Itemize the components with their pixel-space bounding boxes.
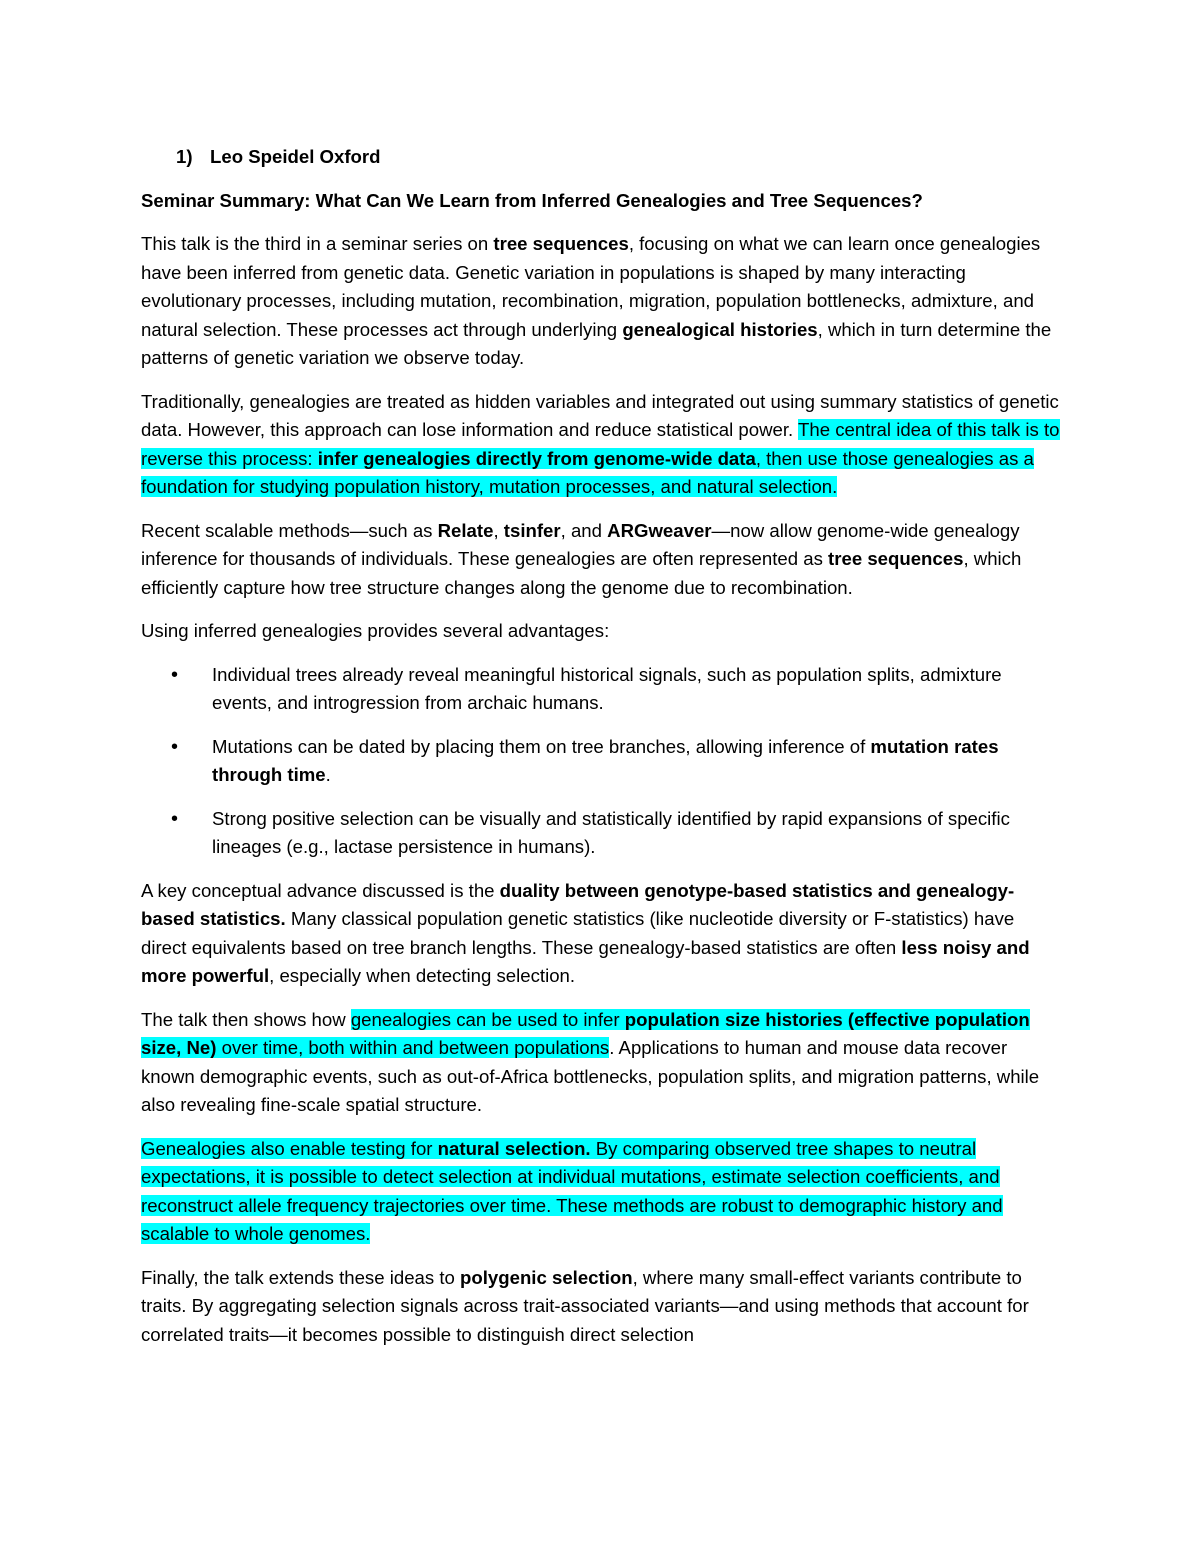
bold-term: tree sequences <box>493 233 629 254</box>
paragraph-methods <box>141 517 1061 603</box>
list-item <box>141 733 1061 790</box>
bold-term: infer genealogies directly from genome-wide data <box>317 447 756 469</box>
heading-text: Leo Speidel Oxford <box>210 146 381 167</box>
heading-number: 1) <box>176 146 193 167</box>
bold-term: Relate <box>437 519 494 541</box>
text-run: Recent scalable methods—such as <box>141 519 438 541</box>
document-title: Seminar Summary: What Can We Learn from Inferred Genealogies and Tree Sequences? <box>141 189 923 211</box>
paragraph-natural-selection <box>141 1135 1061 1249</box>
text-run: Finally, the talk extends these ideas to <box>141 1266 461 1288</box>
bold-term: population size histories (effective population size, Ne) <box>141 1008 1030 1058</box>
text-run: Strong positive selection can be visually and statistically identified by rapid expansions of specific lineages (e.g., lactase persistence in humans). <box>212 807 1010 857</box>
bold-term: ARGweaver <box>607 519 712 541</box>
text-run: This talk is the third in a seminar series on <box>141 233 494 254</box>
text-run: The talk then shows how <box>141 1008 351 1030</box>
text-run: —now allow genome-wide genealogy inference for thousands of individuals. These genealogies are often represented as <box>141 519 1020 569</box>
text-run: The central idea of this talk is to reverse this process: <box>141 419 1060 469</box>
document-body <box>141 143 1061 1364</box>
text-run: genealogies can be used to infer <box>350 1008 625 1030</box>
text-run: By comparing observed tree shapes to neutral expectations, it is possible to detect selection at individual mutations, estimate selection coefficients, and reconstruct allele frequency trajectories over time. These methods are robust to demographic history and scalable to whole genomes. <box>141 1137 1003 1244</box>
highlighted-text <box>141 1138 1003 1245</box>
paragraph-advantages-lead: Using inferred genealogies provides several advantages: <box>141 620 610 641</box>
text-run: , <box>493 519 504 541</box>
text-run: Individual trees already reveal meaningful historical signals, such as population splits, admixture events, and introgression from archaic humans. <box>212 663 1002 713</box>
section-heading <box>141 143 1061 172</box>
advantages-list <box>141 661 1061 862</box>
text-run: A key conceptual advance discussed is the <box>141 879 500 901</box>
text-run: , which in turn determine the patterns of genetic variation we observe today. <box>141 318 1052 368</box>
paragraph-duality <box>141 877 1061 991</box>
text-run: , especially when detecting selection. <box>269 965 576 986</box>
text-run: , which efficiently capture how tree structure changes along the genome due to recombination. <box>141 548 1022 598</box>
list-item <box>141 805 1061 862</box>
bold-term: mutation rates through time <box>212 735 999 785</box>
bold-term: less noisy and more powerful <box>141 936 1030 986</box>
paragraph-intro <box>141 230 1061 373</box>
bold-term: tsinfer <box>503 519 561 541</box>
text-run: . Applications to human and mouse data recover known demographic events, such as out-of-Africa bottlenecks, population splits, and migration patterns, while also revealing fine-scale spatial structure. <box>141 1037 1040 1115</box>
text-run: , where many small-effect variants contribute to traits. By aggregating selection signals across trait-associated variants—and using methods that account for correlated traits—it becomes possible to distinguish direct selection <box>141 1266 1029 1345</box>
text-run: Mutations can be dated by placing them on tree branches, allowing inference of <box>212 735 871 757</box>
paragraph-polygenic <box>141 1264 1061 1350</box>
paragraph-population-size <box>141 1006 1061 1120</box>
paragraph-traditional <box>141 388 1061 502</box>
bold-term: genealogical histories <box>622 318 818 340</box>
text-run: Genealogies also enable testing for <box>141 1137 438 1159</box>
bold-term: polygenic selection <box>460 1266 633 1288</box>
text-run: over time, both within and between populations <box>216 1037 610 1058</box>
text-run: . <box>325 764 331 785</box>
bold-term: tree sequences <box>828 548 964 569</box>
list-item <box>141 661 1061 718</box>
text-run: , and <box>560 519 608 541</box>
text-run: Many classical population genetic statistics (like nucleotide diversity or F-statistics) have direct equivalents based on tree branch lengths. These genealogy-based statistics are often <box>141 908 1015 958</box>
bold-term: natural selection. <box>437 1137 591 1159</box>
text-run: , focusing on what we can learn once genealogies have been inferred from genetic data. Genetic variation in populations is shaped by many interacting evolutionary processes, including mutation, recombination, migration, population bottlenecks, admixture, and natural selection. These processes act through underlying <box>141 233 1041 340</box>
text-run: Traditionally, genealogies are treated as hidden variables and integrated out using summary statistics of genetic data. However, this approach can lose information and reduce statistical power. <box>141 390 1059 440</box>
bold-term: duality between genotype-based statistics and genealogy-based statistics. <box>141 879 1015 929</box>
text-run: , then use those genealogies as a foundation for studying population history, mutation processes, and natural selection. <box>141 447 1034 497</box>
